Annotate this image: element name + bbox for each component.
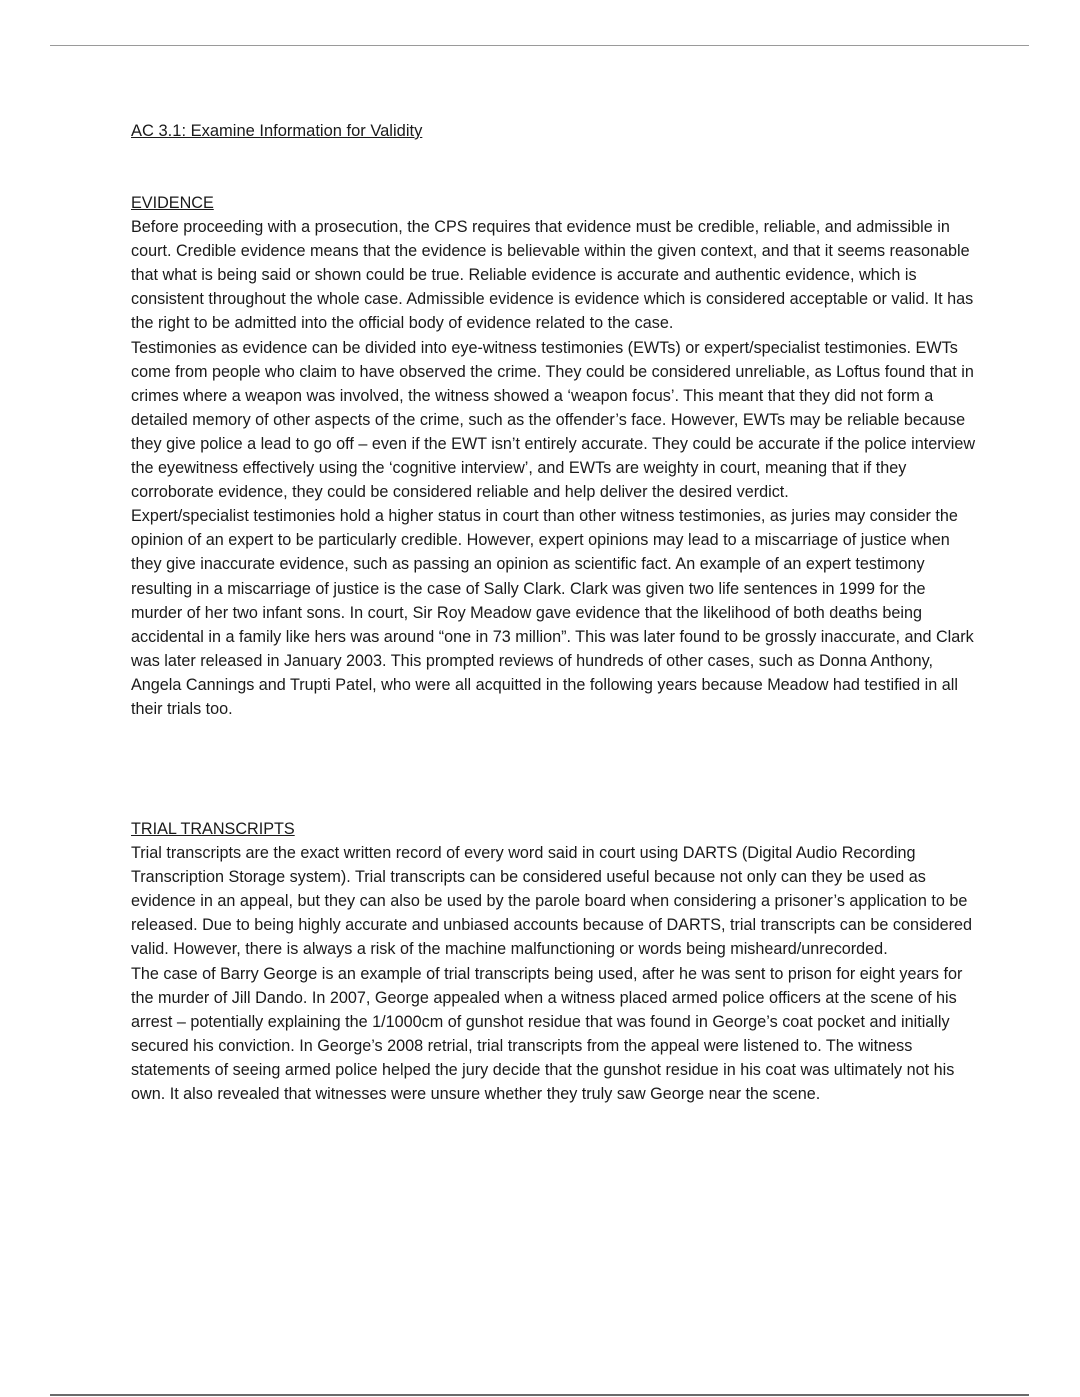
section-trial-transcripts bbox=[131, 817, 976, 1106]
section-heading-evidence: EVIDENCE bbox=[131, 194, 214, 212]
paragraph: Before proceeding with a prosecution, the CPS requires that evidence must be credible, reliable, and admissible in court. Credible evidence means that the evidence is believable within the given context, and that it seems reasonable that what is being said or shown could be true. Reliable evidence is accurate and authentic evidence, which is consistent throughout the whole case. Admissible evidence is evidence which is considered acceptable or valid. It has the right to be admitted into the official body of evidence related to the case. bbox=[131, 218, 974, 333]
paragraph: Expert/specialist testimonies hold a higher status in court than other witness testimonies, as juries may consider the opinion of an expert to be particularly credible. However, expert opinions may lead to a miscarriage of justice when they give inaccurate evidence, such as passing an opinion as scientific fact. An example of an expert testimony resulting in a miscarriage of justice is the case of Sally Clark. Clark was given two life sentences in 1999 for the murder of her two infant sons. In court, Sir Roy Meadow gave evidence that the likelihood of both deaths being accidental in a family like hers was around “one in 73 million”. This was later found to be grossly inaccurate, and Clark was later released in January 2003. This prompted reviews of hundreds of other cases, such as Donna Anthony, Angela Cannings and Trupti Patel, who were all acquitted in the following years because Meadow had testified in all their trials too. bbox=[131, 507, 974, 718]
document-title: AC 3.1: Examine Information for Validity bbox=[131, 122, 423, 140]
section-heading-trial-transcripts: TRIAL TRANSCRIPTS bbox=[131, 820, 295, 838]
paragraph: Trial transcripts are the exact written record of every word said in court using DARTS (Digital Audio Recording Transcription Storage system). Trial transcripts can be considered useful because not only can they be used as evidence in an appeal, but they can also be used by the parole board when considering a prisoner’s application to be released. Due to being highly accurate and unbiased accounts because of DARTS, trial transcripts can be considered valid. However, there is always a risk of the machine malfunctioning or words being misheard/unrecorded. bbox=[131, 844, 973, 959]
section-evidence bbox=[131, 191, 976, 721]
paragraph: The case of Barry George is an example of trial transcripts being used, after he was sent to prison for eight years for the murder of Jill Dando. In 2007, George appealed when a witness placed armed police officers at the scene of his arrest – potentially explaining the 1/1000cm of gunshot residue that was found in George’s coat pocket and initially secured his conviction. In George’s 2008 retrial, trial transcripts from the appeal were listened to. The witness statements of seeing armed police helped the jury decide that the gunshot residue in his coat was ultimately not his own. It also revealed that witnesses were unsure whether they truly saw George near the scene. bbox=[131, 964, 963, 1104]
page-bottom-rule bbox=[50, 1394, 1029, 1396]
page-top-rule bbox=[50, 45, 1029, 46]
paragraph: Testimonies as evidence can be divided into eye-witness testimonies (EWTs) or expert/specialist testimonies. EWTs come from people who claim to have observed the crime. They could be considered unreliable, as Loftus found that in crimes where a weapon was involved, the witness showed a ‘weapon focus’. This meant that they did not form a detailed memory of other aspects of the crime, such as the offender’s face. However, EWTs may be reliable because they give police a lead to go off – even if the EWT isn’t entirely accurate. They could be accurate if the police interview the eyewitness effectively using the ‘cognitive interview’, and EWTs are weighty in court, meaning that if they corroborate evidence, they could be considered reliable and help deliver the desired verdict. bbox=[131, 338, 976, 502]
